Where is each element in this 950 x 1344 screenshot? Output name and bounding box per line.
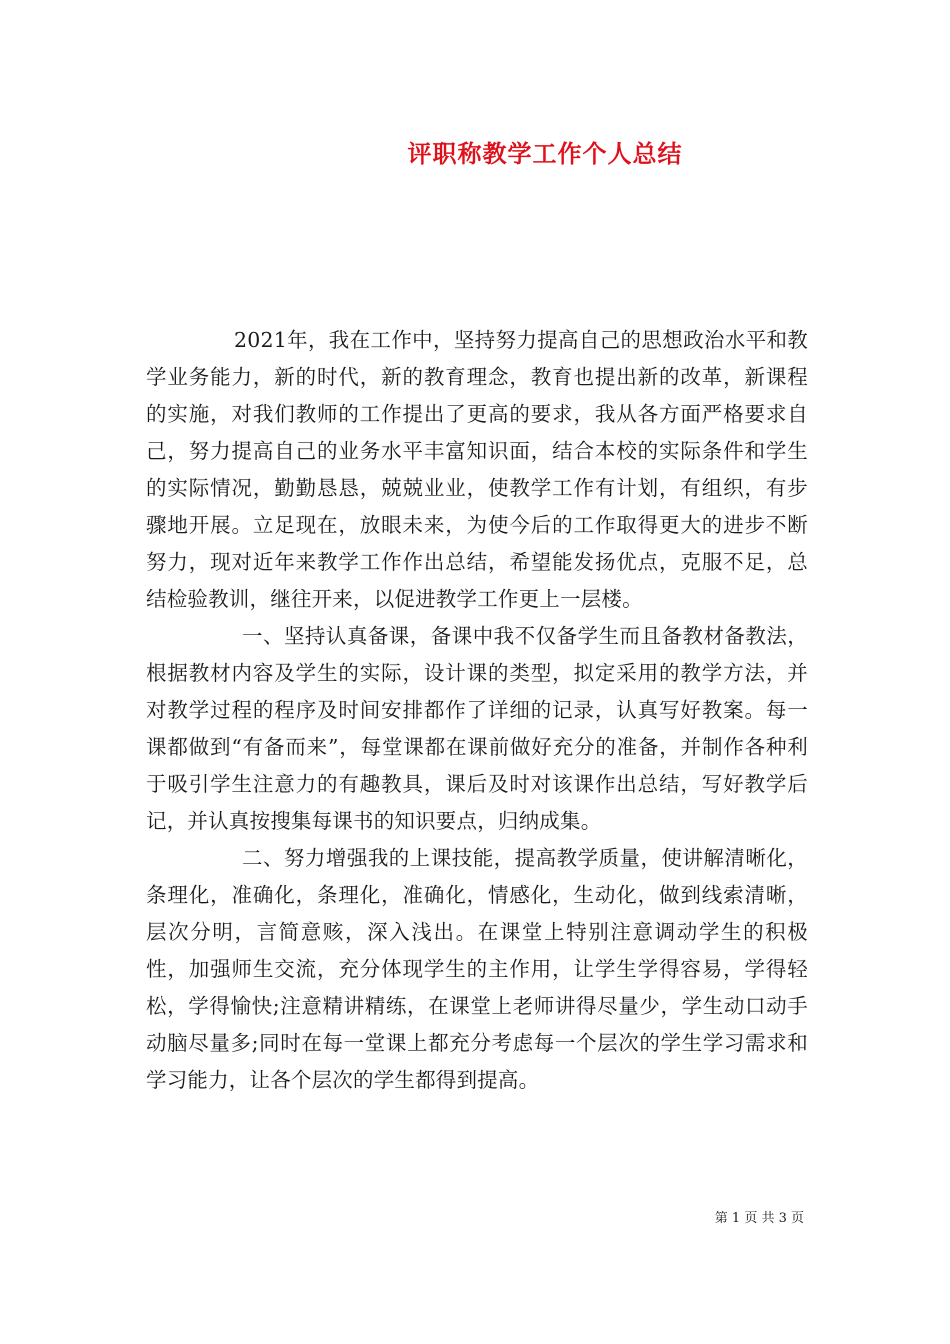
paragraph-section-2: 二、努力增强我的上课技能，提高教学质量，使讲解清晰化，条理化，准确化，条理化，准确化，情感化，生动化，做到线索清晰，层次分明，言简意赅，深入浅出。在课堂上特别注意调动学生的积极性，加强师生交流，充分体现学生的主作用，让学生学得容易，学得轻松，学得愉快;注意精讲精练，在课堂上老师讲得尽量少，学生动口动手动脑尽量多;同时在每一堂课上都充分考虑每一个层次的学生学习需求和学习能力，让各个层次的学生都得到提高。 bbox=[146, 846, 808, 1092]
paragraph-section-1: 一、坚持认真备课，备课中我不仅备学生而且备教材备教法，根据教材内容及学生的实际，设计课的类型，拟定采用的教学方法，并对教学过程的程序及时间安排都作了详细的记录，认真写好教案。每一课都做到“有备而来”，每堂课都在课前做好充分的准备，并制作各种利于吸引学生注意力的有趣教具，课后及时对该课作出总结，写好教学后记，并认真按搜集每课书的知识要点，归纳成集。 bbox=[146, 624, 808, 833]
paragraph-intro: 2021年，我在工作中，坚持努力提高自己的思想政治水平和教学业务能力，新的时代，新的教育理念，教育也提出新的改革，新课程的实施，对我们教师的工作提出了更高的要求，我从各方面严格要求自己，努力提高自己的业务水平丰富知识面，结合本校的实际条件和学生的实际情况，勤勤恳恳，兢兢业业，使教学工作有计划，有组织，有步骤地开展。立足现在，放眼未来，为使今后的工作取得更大的进步不断努力，现对近年来教学工作作出总结，希望能发扬优点，克服不足，总结检验教训，继往开来，以促进教学工作更上一层楼。 bbox=[146, 328, 808, 611]
document-body bbox=[146, 322, 808, 1099]
document-title: 评职称教学工作个人总结 bbox=[407, 139, 683, 168]
page-number: 第 1 页 共 3 页 bbox=[714, 1211, 804, 1226]
